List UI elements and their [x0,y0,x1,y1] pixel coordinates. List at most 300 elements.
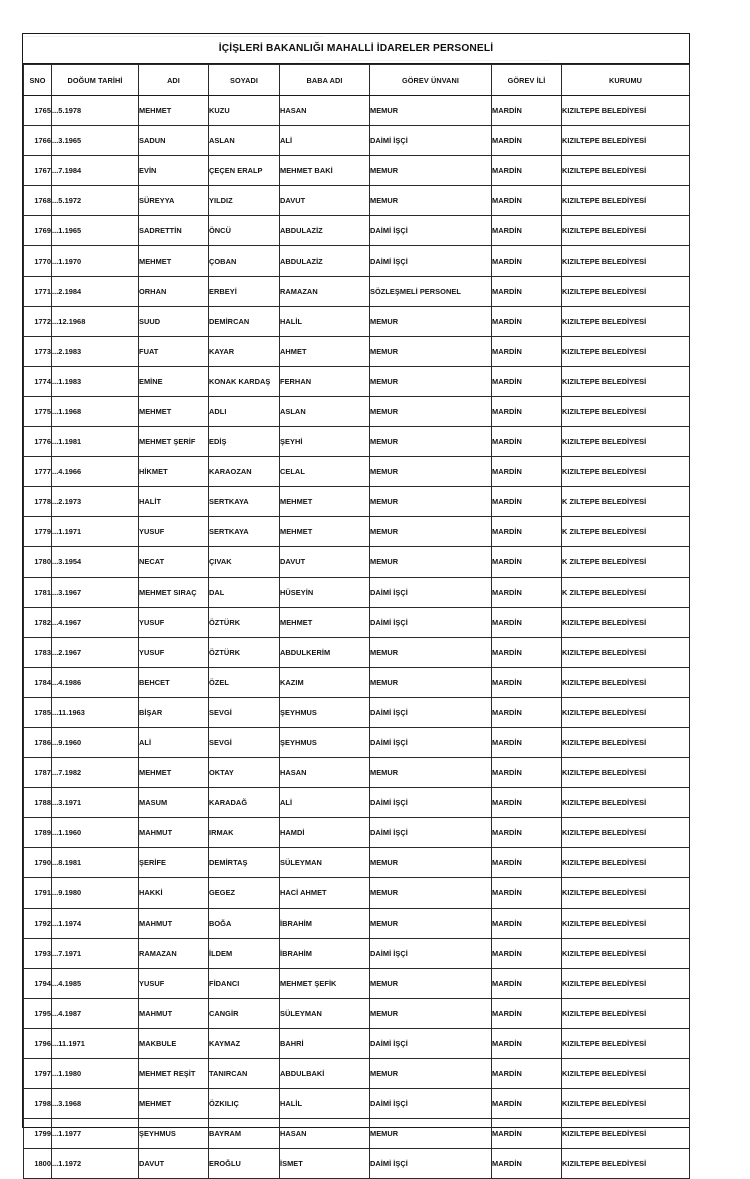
column-header-dogum-tarihi: DOĞUM TARİHİ [52,65,139,96]
cell-kurumu: KIZILTEPE BELEDİYESİ [562,1028,690,1058]
cell-sno: 1765 [24,96,52,126]
cell-dogum-tarihi: ...7.1984 [52,156,139,186]
cell-gorev-ili: MARDİN [492,1089,562,1119]
cell-dogum-tarihi: ...4.1985 [52,968,139,998]
cell-dogum-tarihi: ...2.1967 [52,637,139,667]
cell-baba-adi: SÜLEYMAN [280,848,370,878]
cell-gorev-ili: MARDİN [492,908,562,938]
cell-sno: 1794 [24,968,52,998]
page-title: İÇİŞLERİ BAKANLIĞI MAHALLİ İDARELER PERSONELİ [218,43,494,54]
cell-gorev-ili: MARDİN [492,1149,562,1179]
cell-dogum-tarihi: ...3.1954 [52,547,139,577]
cell-gorev-ili: MARDİN [492,848,562,878]
cell-adi: EMİNE [139,366,209,396]
cell-adi: MASUM [139,788,209,818]
cell-sno: 1779 [24,517,52,547]
cell-kurumu: KIZILTEPE BELEDİYESİ [562,336,690,366]
cell-gorev-ili: MARDİN [492,216,562,246]
cell-gorev-unvani: MEMUR [370,848,492,878]
cell-gorev-ili: MARDİN [492,607,562,637]
cell-dogum-tarihi: ...11.1971 [52,1028,139,1058]
cell-sno: 1788 [24,788,52,818]
cell-sno: 1795 [24,998,52,1028]
cell-soyadi: EDİŞ [209,427,280,457]
cell-dogum-tarihi: ...1.1971 [52,517,139,547]
cell-sno: 1774 [24,366,52,396]
cell-kurumu: KIZILTEPE BELEDİYESİ [562,1059,690,1089]
cell-gorev-unvani: DAİMİ İŞÇİ [370,607,492,637]
cell-soyadi: EROĞLU [209,1149,280,1179]
cell-gorev-ili: MARDİN [492,1119,562,1149]
cell-sno: 1800 [24,1149,52,1179]
cell-kurumu: KIZILTEPE BELEDİYESİ [562,1089,690,1119]
cell-dogum-tarihi: ...4.1967 [52,607,139,637]
cell-gorev-unvani: MEMUR [370,427,492,457]
cell-sno: 1780 [24,547,52,577]
cell-gorev-ili: MARDİN [492,1028,562,1058]
cell-dogum-tarihi: ...2.1984 [52,276,139,306]
cell-soyadi: CANGİR [209,998,280,1028]
document-title-bar [23,34,689,64]
cell-sno: 1781 [24,577,52,607]
cell-kurumu: KIZILTEPE BELEDİYESİ [562,126,690,156]
table-row [24,758,690,788]
cell-sno: 1796 [24,1028,52,1058]
cell-kurumu: K ZILTEPE BELEDİYESİ [562,577,690,607]
cell-sno: 1775 [24,396,52,426]
table-row [24,607,690,637]
table-row [24,998,690,1028]
cell-soyadi: ÖZKILIÇ [209,1089,280,1119]
cell-kurumu: KIZILTEPE BELEDİYESİ [562,848,690,878]
cell-sno: 1778 [24,487,52,517]
cell-dogum-tarihi: ...1.1974 [52,908,139,938]
cell-soyadi: SERTKAYA [209,517,280,547]
cell-adi: YUSUF [139,517,209,547]
cell-gorev-ili: MARDİN [492,968,562,998]
cell-baba-adi: ABDULBAKİ [280,1059,370,1089]
cell-dogum-tarihi: ...3.1967 [52,577,139,607]
cell-gorev-ili: MARDİN [492,577,562,607]
cell-gorev-unvani: DAİMİ İŞÇİ [370,216,492,246]
cell-soyadi: ERBEYİ [209,276,280,306]
table-row [24,126,690,156]
cell-gorev-ili: MARDİN [492,938,562,968]
cell-dogum-tarihi: ...1.1968 [52,396,139,426]
cell-soyadi: KONAK KARDAŞ [209,366,280,396]
table-row [24,667,690,697]
cell-dogum-tarihi: ...11.1963 [52,697,139,727]
cell-gorev-unvani: DAİMİ İŞÇİ [370,788,492,818]
cell-dogum-tarihi: ...1.1977 [52,1119,139,1149]
cell-gorev-ili: MARDİN [492,276,562,306]
cell-adi: MAKBULE [139,1028,209,1058]
cell-adi: HALİT [139,487,209,517]
table-row [24,246,690,276]
table-row [24,637,690,667]
cell-soyadi: ÇIVAK [209,547,280,577]
cell-soyadi: DAL [209,577,280,607]
cell-adi: ŞERİFE [139,848,209,878]
table-row [24,216,690,246]
table-row [24,366,690,396]
cell-kurumu: KIZILTEPE BELEDİYESİ [562,457,690,487]
cell-adi: SÜREYYA [139,186,209,216]
cell-gorev-ili: MARDİN [492,306,562,336]
cell-dogum-tarihi: ...3.1965 [52,126,139,156]
table-row [24,968,690,998]
cell-gorev-ili: MARDİN [492,336,562,366]
cell-dogum-tarihi: ...4.1986 [52,667,139,697]
table-row [24,727,690,757]
cell-dogum-tarihi: ...7.1971 [52,938,139,968]
cell-baba-adi: DAVUT [280,547,370,577]
table-row [24,306,690,336]
cell-baba-adi: AHMET [280,336,370,366]
cell-gorev-unvani: DAİMİ İŞÇİ [370,1028,492,1058]
cell-gorev-unvani: MEMUR [370,96,492,126]
cell-kurumu: KIZILTEPE BELEDİYESİ [562,938,690,968]
cell-baba-adi: CELAL [280,457,370,487]
cell-baba-adi: İBRAHİM [280,938,370,968]
cell-soyadi: DEMİRTAŞ [209,848,280,878]
cell-soyadi: ÇOBAN [209,246,280,276]
cell-gorev-ili: MARDİN [492,788,562,818]
cell-kurumu: KIZILTEPE BELEDİYESİ [562,1119,690,1149]
cell-gorev-unvani: MEMUR [370,396,492,426]
cell-gorev-unvani: MEMUR [370,366,492,396]
cell-sno: 1793 [24,938,52,968]
cell-baba-adi: MEHMET BAKİ [280,156,370,186]
cell-gorev-unvani: MEMUR [370,336,492,366]
cell-adi: MEHMET REŞİT [139,1059,209,1089]
cell-gorev-unvani: MEMUR [370,758,492,788]
cell-gorev-unvani: DAİMİ İŞÇİ [370,246,492,276]
cell-adi: MAHMUT [139,908,209,938]
cell-sno: 1785 [24,697,52,727]
table-row [24,186,690,216]
table-header-row [24,65,690,96]
cell-adi: MEHMET [139,758,209,788]
cell-sno: 1792 [24,908,52,938]
cell-sno: 1799 [24,1119,52,1149]
cell-kurumu: KIZILTEPE BELEDİYESİ [562,788,690,818]
cell-baba-adi: ABDULAZİZ [280,246,370,276]
cell-gorev-unvani: MEMUR [370,878,492,908]
table-row [24,577,690,607]
cell-dogum-tarihi: ...1.1980 [52,1059,139,1089]
table-row [24,1059,690,1089]
cell-adi: YUSUF [139,607,209,637]
cell-gorev-unvani: MEMUR [370,968,492,998]
cell-adi: SADRETTİN [139,216,209,246]
cell-soyadi: KAYMAZ [209,1028,280,1058]
cell-adi: MAHMUT [139,998,209,1028]
column-header-gorev-ili: GÖREV İLİ [492,65,562,96]
column-header-baba-adi: BABA ADI [280,65,370,96]
cell-kurumu: KIZILTEPE BELEDİYESİ [562,727,690,757]
cell-adi: MEHMET [139,1089,209,1119]
cell-gorev-unvani: MEMUR [370,306,492,336]
cell-soyadi: OKTAY [209,758,280,788]
cell-sno: 1772 [24,306,52,336]
cell-baba-adi: ŞEYHİ [280,427,370,457]
cell-adi: ORHAN [139,276,209,306]
cell-gorev-ili: MARDİN [492,998,562,1028]
cell-gorev-unvani: MEMUR [370,457,492,487]
cell-gorev-ili: MARDİN [492,246,562,276]
cell-sno: 1766 [24,126,52,156]
cell-kurumu: K ZILTEPE BELEDİYESİ [562,517,690,547]
table-row [24,908,690,938]
cell-baba-adi: MEHMET [280,517,370,547]
cell-gorev-unvani: MEMUR [370,1119,492,1149]
table-body [24,96,690,1179]
cell-gorev-ili: MARDİN [492,457,562,487]
cell-soyadi: BOĞA [209,908,280,938]
cell-dogum-tarihi: ...1.1972 [52,1149,139,1179]
cell-sno: 1784 [24,667,52,697]
table-row [24,396,690,426]
cell-baba-adi: ABDULKERİM [280,637,370,667]
cell-sno: 1768 [24,186,52,216]
cell-adi: MEHMET [139,246,209,276]
cell-adi: FUAT [139,336,209,366]
table-row [24,818,690,848]
cell-adi: SADUN [139,126,209,156]
cell-dogum-tarihi: ...1.1965 [52,216,139,246]
cell-gorev-ili: MARDİN [492,126,562,156]
cell-kurumu: KIZILTEPE BELEDİYESİ [562,818,690,848]
cell-gorev-unvani: MEMUR [370,547,492,577]
cell-baba-adi: RAMAZAN [280,276,370,306]
cell-gorev-unvani: MEMUR [370,1059,492,1089]
cell-adi: MEHMET ŞERİF [139,427,209,457]
cell-soyadi: BAYRAM [209,1119,280,1149]
table-row [24,457,690,487]
cell-baba-adi: HÜSEYİN [280,577,370,607]
cell-gorev-unvani: MEMUR [370,998,492,1028]
cell-adi: HİKMET [139,457,209,487]
cell-dogum-tarihi: ...1.1960 [52,818,139,848]
cell-sno: 1771 [24,276,52,306]
cell-gorev-unvani: MEMUR [370,186,492,216]
cell-kurumu: KIZILTEPE BELEDİYESİ [562,607,690,637]
cell-adi: ALİ [139,727,209,757]
cell-kurumu: K ZILTEPE BELEDİYESİ [562,487,690,517]
cell-dogum-tarihi: ...12.1968 [52,306,139,336]
cell-dogum-tarihi: ...8.1981 [52,848,139,878]
cell-gorev-unvani: DAİMİ İŞÇİ [370,1089,492,1119]
cell-baba-adi: İSMET [280,1149,370,1179]
cell-soyadi: DEMİRCAN [209,306,280,336]
cell-soyadi: ÇEÇEN ERALP [209,156,280,186]
cell-gorev-ili: MARDİN [492,727,562,757]
table-row [24,487,690,517]
cell-sno: 1777 [24,457,52,487]
cell-gorev-ili: MARDİN [492,427,562,457]
cell-kurumu: KIZILTEPE BELEDİYESİ [562,246,690,276]
cell-gorev-unvani: DAİMİ İŞÇİ [370,697,492,727]
cell-kurumu: KIZILTEPE BELEDİYESİ [562,186,690,216]
column-header-gorev-unvani: GÖREV ÜNVANI [370,65,492,96]
column-header-soyadi: SOYADI [209,65,280,96]
cell-sno: 1770 [24,246,52,276]
cell-baba-adi: ŞEYHMUS [280,727,370,757]
cell-adi: YUSUF [139,968,209,998]
cell-baba-adi: SÜLEYMAN [280,998,370,1028]
cell-kurumu: KIZILTEPE BELEDİYESİ [562,878,690,908]
cell-gorev-ili: MARDİN [492,96,562,126]
cell-soyadi: ÖZEL [209,667,280,697]
cell-sno: 1786 [24,727,52,757]
cell-gorev-unvani: MEMUR [370,517,492,547]
cell-soyadi: YILDIZ [209,186,280,216]
cell-soyadi: ÖNCÜ [209,216,280,246]
cell-soyadi: GEGEZ [209,878,280,908]
cell-soyadi: FİDANCI [209,968,280,998]
cell-kurumu: KIZILTEPE BELEDİYESİ [562,637,690,667]
cell-soyadi: IRMAK [209,818,280,848]
cell-gorev-unvani: MEMUR [370,667,492,697]
table-row [24,336,690,366]
table-row [24,517,690,547]
cell-soyadi: KARAOZAN [209,457,280,487]
personnel-registry-table [23,64,690,1179]
cell-gorev-ili: MARDİN [492,517,562,547]
cell-kurumu: KIZILTEPE BELEDİYESİ [562,96,690,126]
table-row [24,547,690,577]
cell-kurumu: KIZILTEPE BELEDİYESİ [562,427,690,457]
cell-kurumu: KIZILTEPE BELEDİYESİ [562,697,690,727]
cell-kurumu: KIZILTEPE BELEDİYESİ [562,998,690,1028]
cell-kurumu: K ZILTEPE BELEDİYESİ [562,547,690,577]
cell-gorev-ili: MARDİN [492,1059,562,1089]
cell-sno: 1783 [24,637,52,667]
table-row [24,878,690,908]
table-row [24,276,690,306]
cell-dogum-tarihi: ...2.1973 [52,487,139,517]
cell-baba-adi: ŞEYHMUS [280,697,370,727]
cell-gorev-ili: MARDİN [492,366,562,396]
cell-dogum-tarihi: ...1.1981 [52,427,139,457]
cell-baba-adi: ALİ [280,788,370,818]
cell-baba-adi: HAMDİ [280,818,370,848]
column-header-kurumu: KURUMU [562,65,690,96]
cell-adi: YUSUF [139,637,209,667]
cell-baba-adi: ALİ [280,126,370,156]
cell-baba-adi: KAZIM [280,667,370,697]
cell-kurumu: KIZILTEPE BELEDİYESİ [562,156,690,186]
cell-adi: MEHMET [139,396,209,426]
cell-gorev-unvani: MEMUR [370,908,492,938]
cell-kurumu: KIZILTEPE BELEDİYESİ [562,908,690,938]
cell-sno: 1767 [24,156,52,186]
cell-gorev-ili: MARDİN [492,878,562,908]
cell-dogum-tarihi: ...9.1960 [52,727,139,757]
cell-gorev-ili: MARDİN [492,547,562,577]
cell-dogum-tarihi: ...3.1968 [52,1089,139,1119]
cell-sno: 1790 [24,848,52,878]
cell-soyadi: SEVGİ [209,697,280,727]
cell-kurumu: KIZILTEPE BELEDİYESİ [562,396,690,426]
cell-baba-adi: ABDULAZİZ [280,216,370,246]
cell-dogum-tarihi: ...5.1972 [52,186,139,216]
cell-baba-adi: BAHRİ [280,1028,370,1058]
cell-soyadi: ÖZTÜRK [209,607,280,637]
cell-sno: 1798 [24,1089,52,1119]
table-row [24,1149,690,1179]
table-row [24,1119,690,1149]
cell-adi: MEHMET SIRAÇ [139,577,209,607]
cell-gorev-unvani: MEMUR [370,487,492,517]
table-row [24,788,690,818]
cell-gorev-ili: MARDİN [492,487,562,517]
cell-adi: SUUD [139,306,209,336]
cell-soyadi: KUZU [209,96,280,126]
cell-gorev-ili: MARDİN [492,758,562,788]
cell-gorev-unvani: DAİMİ İŞÇİ [370,818,492,848]
cell-baba-adi: FERHAN [280,366,370,396]
cell-gorev-unvani: DAİMİ İŞÇİ [370,938,492,968]
cell-dogum-tarihi: ...5.1978 [52,96,139,126]
cell-gorev-ili: MARDİN [492,186,562,216]
cell-baba-adi: MEHMET [280,607,370,637]
cell-baba-adi: HALİL [280,306,370,336]
cell-soyadi: ÖZTÜRK [209,637,280,667]
cell-dogum-tarihi: ...7.1982 [52,758,139,788]
cell-dogum-tarihi: ...1.1970 [52,246,139,276]
column-header-adi: ADI [139,65,209,96]
cell-kurumu: KIZILTEPE BELEDİYESİ [562,968,690,998]
cell-sno: 1776 [24,427,52,457]
cell-soyadi: SEVGİ [209,727,280,757]
cell-adi: MAHMUT [139,818,209,848]
cell-kurumu: KIZILTEPE BELEDİYESİ [562,667,690,697]
cell-adi: MEHMET [139,96,209,126]
cell-baba-adi: HACİ AHMET [280,878,370,908]
cell-dogum-tarihi: ...4.1966 [52,457,139,487]
cell-soyadi: SERTKAYA [209,487,280,517]
cell-gorev-ili: MARDİN [492,818,562,848]
table-row [24,96,690,126]
cell-soyadi: KAYAR [209,336,280,366]
cell-soyadi: ADLI [209,396,280,426]
cell-gorev-unvani: DAİMİ İŞÇİ [370,577,492,607]
table-row [24,938,690,968]
table-row [24,1028,690,1058]
cell-baba-adi: HASAN [280,1119,370,1149]
cell-gorev-unvani: DAİMİ İŞÇİ [370,1149,492,1179]
cell-gorev-ili: MARDİN [492,156,562,186]
cell-sno: 1773 [24,336,52,366]
cell-baba-adi: HASAN [280,96,370,126]
cell-gorev-ili: MARDİN [492,667,562,697]
column-header-sno: SNO [24,65,52,96]
cell-dogum-tarihi: ...2.1983 [52,336,139,366]
cell-kurumu: KIZILTEPE BELEDİYESİ [562,276,690,306]
cell-dogum-tarihi: ...3.1971 [52,788,139,818]
cell-baba-adi: MEHMET ŞEFİK [280,968,370,998]
table-row [24,848,690,878]
cell-adi: BİŞAR [139,697,209,727]
cell-dogum-tarihi: ...1.1983 [52,366,139,396]
cell-kurumu: KIZILTEPE BELEDİYESİ [562,306,690,336]
cell-soyadi: ASLAN [209,126,280,156]
table-row [24,1089,690,1119]
cell-soyadi: TANIRCAN [209,1059,280,1089]
cell-sno: 1797 [24,1059,52,1089]
